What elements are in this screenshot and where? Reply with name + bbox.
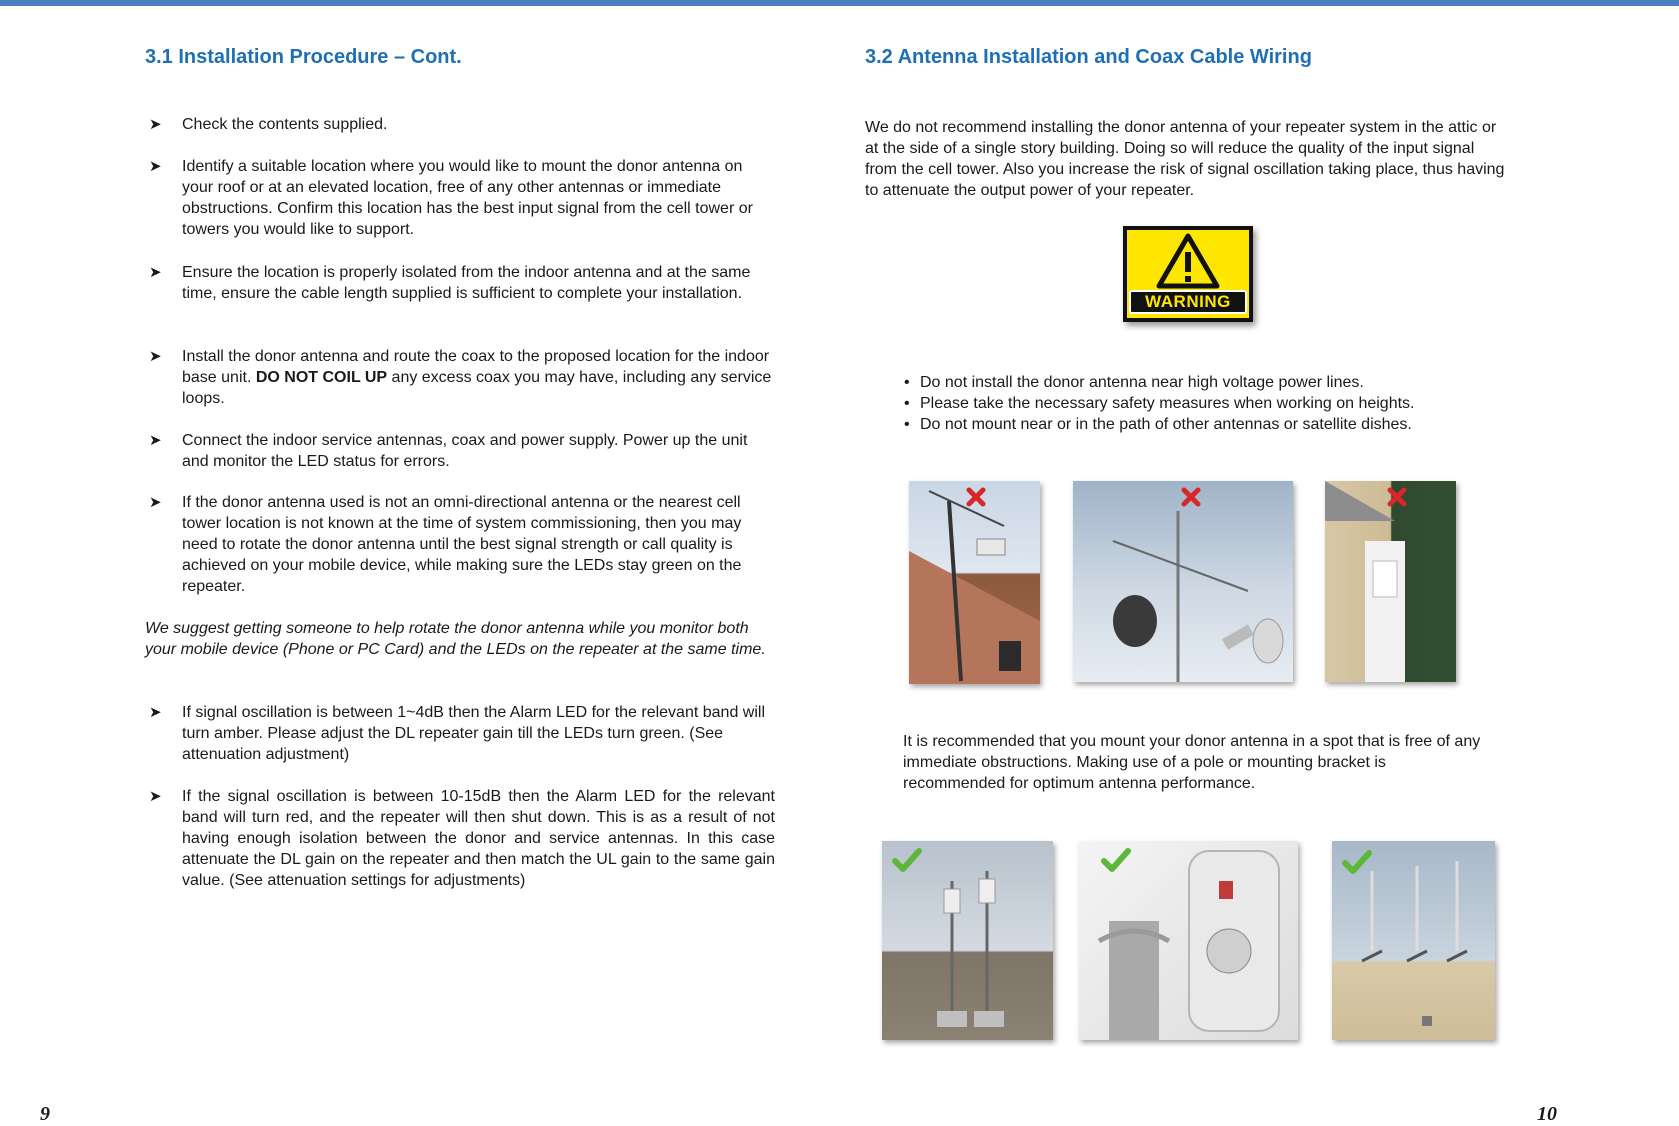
arrow-icon: ➤ xyxy=(149,788,162,805)
left-heading: 3.1 Installation Procedure – Cont. xyxy=(145,46,462,68)
arrow-icon: ➤ xyxy=(149,432,162,449)
check-icon xyxy=(1342,849,1372,875)
left-page-number: 9 xyxy=(40,1103,50,1125)
top-bar xyxy=(0,0,1679,6)
cross-icon xyxy=(965,486,987,508)
warning-item: • Please take the necessary safety measures when working on heights. xyxy=(900,393,1415,414)
warning-item: • Do not mount near or in the path of other antennas or satellite dishes. xyxy=(900,414,1415,435)
intro-paragraph: We do not recommend installing the donor antenna of your repeater system in the attic or at the side of a single story building. Doing so will reduce the quality of the input signal from the cell tower. Also you increase the risk of signal oscillation taking place, thus having to attenuate the output power of your repeater. xyxy=(865,119,1505,199)
photo-mounting-bracket xyxy=(1079,841,1298,1040)
warning-list xyxy=(900,372,1415,435)
photo-antenna-on-chimney xyxy=(909,481,1040,684)
warning-item: • Do not install the donor antenna near high voltage power lines. xyxy=(900,372,1415,393)
arrow-icon: ➤ xyxy=(149,116,162,133)
bullet-ensure-isolation: ➤ Ensure the location is properly isolated from the indoor antenna and at the same time, ensure the cable length supplied is sufficient to complete your installation. xyxy=(149,264,751,302)
cross-icon xyxy=(1386,486,1408,508)
bullet-connect-antennas: ➤ Connect the indoor service antennas, coax and power supply. Power up the unit and monitor the LED status for errors. xyxy=(149,432,748,470)
arrow-icon: ➤ xyxy=(149,704,162,721)
bullet-install-donor: ➤ Install the donor antenna and route the coax to the proposed location for the indoor base unit. DO NOT COIL UP any excess coax you may have, including any service loops. xyxy=(149,348,772,407)
bullet-red-led: ➤ If the signal oscillation is between 10-15dB then the Alarm LED for the relevant band will turn red, and the repeater will then shut down. This is as a result of not having enough isolation between the donor and service antennas. In this case attenuate the DL gain on the repeater and then match the UL gain to the same gain value. (See attenuation settings for adjustments) xyxy=(149,788,775,889)
warning-label: WARNING xyxy=(1145,292,1231,311)
photo-antennas-on-poles xyxy=(882,841,1053,1040)
right-page-number: 10 xyxy=(1537,1103,1557,1125)
right-heading: 3.2 Antenna Installation and Coax Cable Wiring xyxy=(865,46,1312,68)
arrow-icon: ➤ xyxy=(149,264,162,281)
arrow-icon: ➤ xyxy=(149,494,162,511)
photo-antenna-on-eave xyxy=(1325,481,1456,682)
bullet-amber-led: ➤ If signal oscillation is between 1~4dB then the Alarm LED for the relevant band will turn amber. Please adjust the DL repeater gain till the LEDs turn green. (See attenuation adjustment) xyxy=(149,704,765,763)
arrow-icon: ➤ xyxy=(149,348,162,365)
bullet-check-contents: ➤ Check the contents supplied. xyxy=(149,116,388,133)
italic-suggestion: We suggest getting someone to help rotate the donor antenna while you monitor both your mobile device (Phone or PC Card) and the LEDs on the repeater at the same time. xyxy=(145,620,766,658)
bullet-identify-location: ➤ Identify a suitable location where you would like to mount the donor antenna on your roof or at an elevated location, free of any other antennas or immediate obstructions. Confirm this location has the best input signal from the cell tower or towers you would like to support. xyxy=(149,158,753,238)
recommendation-paragraph: It is recommended that you mount your donor antenna in a spot that is free of any immediate obstructions. Making use of a pole or mounting bracket is recommended for optimum antenna performance. xyxy=(903,733,1481,792)
bullet-rotate-antenna: ➤ If the donor antenna used is not an omni-directional antenna or the nearest cell tower location is not known at the time of system commissioning, then you may need to rotate the donor antenna until the best signal strength or call quality is achieved on your mobile device, while making sure the LEDs stay green on the repeater. xyxy=(149,494,742,595)
warning-sign xyxy=(1123,226,1253,322)
check-icon xyxy=(892,847,922,873)
do-not-coil-warning: DO NOT COIL UP xyxy=(255,369,388,386)
arrow-icon: ➤ xyxy=(149,158,162,175)
photo-antenna-near-dishes xyxy=(1073,481,1293,682)
cross-icon xyxy=(1180,486,1202,508)
photo-wall-mounted-antennas xyxy=(1332,841,1495,1040)
check-icon xyxy=(1101,847,1131,873)
warning-triangle-icon xyxy=(1127,232,1249,292)
